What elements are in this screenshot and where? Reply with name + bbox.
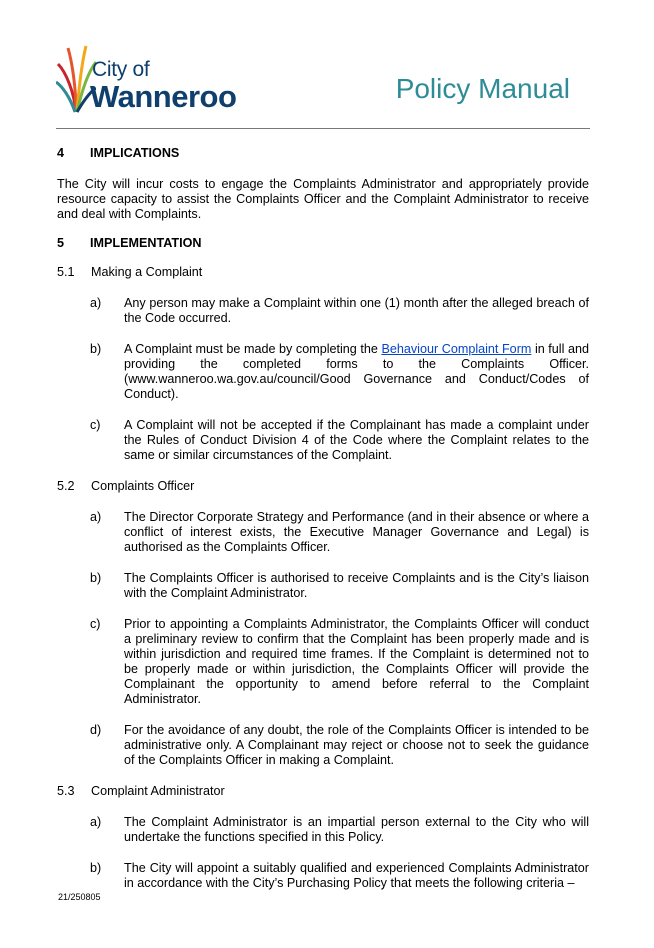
list-text: Any person may make a Complaint within one (1) month after the alleged breach of the Code occurred. <box>124 296 589 325</box>
list-item <box>90 510 589 555</box>
list-item <box>90 571 589 601</box>
document-body <box>57 146 589 891</box>
list-item <box>90 296 589 326</box>
list-item <box>90 342 589 402</box>
header-divider <box>56 128 590 129</box>
list-letter: a) <box>90 815 102 829</box>
list-letter: c) <box>90 617 101 631</box>
city-of-wanneroo-logo <box>56 42 256 118</box>
document-reference: 21/250805 <box>58 892 101 902</box>
list-text: The Complaints Officer is authorised to receive Complaints and is the City’s liaison with the Complaint Administrator. <box>124 571 589 600</box>
section-title: IMPLICATIONS <box>90 146 180 160</box>
list-letter: b) <box>90 342 102 356</box>
list-item <box>90 617 589 707</box>
section-number: 4 <box>57 146 65 160</box>
logo-city-of: City of <box>92 58 150 81</box>
subsection-5-2-heading <box>57 479 589 494</box>
section-4-heading <box>57 146 589 161</box>
list-text: The Director Corporate Strategy and Performance (and in their absence or where a conflict of interest exists, the Executive Manager Governance and Legal) is authorised as the Complaints Officer. <box>124 510 589 554</box>
subsection-number: 5.3 <box>57 784 75 798</box>
list-text: A Complaint will not be accepted if the Complainant has made a complaint under the Rules of Conduct Division 4 of the Code where the Complaint relates to the same or similar circumstances of the Complaint. <box>124 418 589 462</box>
list-text: The City will appoint a suitably qualified and experienced Complaints Administrator in accordance with the City’s Purchasing Policy that meets the following criteria – <box>124 861 589 890</box>
list-text-post: in full and providing the completed forms to the Complaints Officer. (www.wanneroo.wa.gov.au/council/Good Governance and Conduct/Codes of Conduct). <box>124 342 589 401</box>
section-number: 5 <box>57 236 65 250</box>
list-item <box>90 815 589 845</box>
list-letter: a) <box>90 510 102 524</box>
list-item <box>90 861 589 891</box>
list-text-pre: A Complaint must be made by completing the <box>124 342 382 356</box>
subsection-title: Complaints Officer <box>91 479 195 493</box>
list-item <box>90 723 589 768</box>
list-letter: b) <box>90 861 102 875</box>
list-text: Prior to appointing a Complaints Administrator, the Complaints Officer will conduct a preliminary review to confirm that the Complaint has been properly made and is within jurisdiction and required time frames. If the Complaint is determined not to be properly made or within jurisdiction, the Complaints Officer will provide the Complainant the opportunity to amend before referral to the Complaint Administrator. <box>124 617 589 706</box>
subsection-title: Complaint Administrator <box>91 784 225 798</box>
subsection-number: 5.1 <box>57 265 75 279</box>
list-letter: d) <box>90 723 102 737</box>
subsection-title: Making a Complaint <box>91 265 203 279</box>
subsection-5-3-heading <box>57 784 589 799</box>
subsection-number: 5.2 <box>57 479 75 493</box>
list-letter: b) <box>90 571 102 585</box>
logo-wanneroo: Wanneroo <box>90 79 237 114</box>
section-5-heading <box>57 236 589 251</box>
list-text: For the avoidance of any doubt, the role of the Complaints Officer is intended to be administrative only. A Complainant may reject or choose not to seek the guidance of the Complaints Officer in making a Complaint. <box>124 723 589 767</box>
list-text: The Complaint Administrator is an impartial person external to the City who will undertake the functions specified in this Policy. <box>124 815 589 844</box>
list-letter: c) <box>90 418 101 432</box>
section-title: IMPLEMENTATION <box>90 236 202 250</box>
list-letter: a) <box>90 296 102 310</box>
subsection-5-1-heading <box>57 265 589 280</box>
behaviour-complaint-form-link[interactable]: Behaviour Complaint Form <box>381 342 532 356</box>
list-item <box>90 418 589 463</box>
policy-manual-title: Policy Manual <box>395 73 570 104</box>
section-4-body: The City will incur costs to engage the Complaints Administrator and appropriately provide resource capacity to assist the Complaints Officer and the Complaint Administrator to receive and deal with Complaints. <box>57 177 589 221</box>
list-text <box>124 342 589 402</box>
